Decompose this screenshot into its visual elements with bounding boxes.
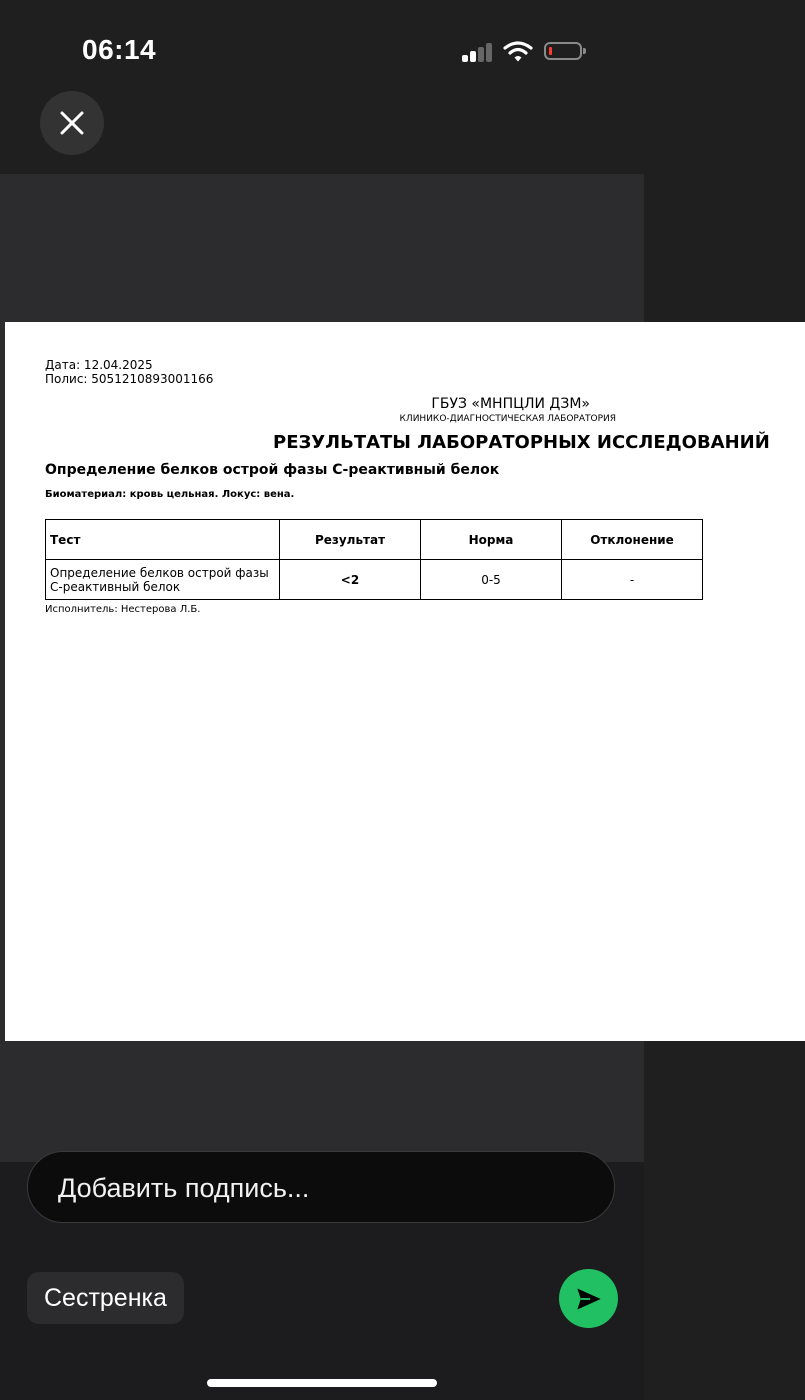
header-norm: Норма: [421, 520, 562, 560]
results-table-header: [46, 520, 703, 560]
document-meta: [45, 358, 213, 386]
document-title: РЕЗУЛЬТАТЫ ЛАБОРАТОРНЫХ ИССЛЕДОВАНИЙ: [273, 432, 770, 453]
send-icon: [575, 1285, 603, 1313]
document-date: Дата: 12.04.2025: [45, 358, 153, 372]
document-subtitle: Определение белков острой фазы С-реактивный белок: [45, 462, 500, 478]
status-bar: [0, 0, 644, 100]
header-result: Результат: [280, 520, 421, 560]
caption-field[interactable]: [27, 1151, 615, 1223]
lab-results-document: [5, 322, 805, 1041]
recipient-chip[interactable]: Сестренка: [27, 1272, 184, 1324]
header-test: Тест: [46, 520, 280, 560]
organization-subtitle: КЛИНИКО-ДИАГНОСТИЧЕСКАЯ ЛАБОРАТОРИЯ: [399, 414, 616, 424]
close-button[interactable]: [40, 91, 104, 155]
close-icon: [60, 111, 84, 135]
header-deviation: Отклонение: [562, 520, 703, 560]
document-policy: Полис: 5051210893001166: [45, 372, 214, 386]
wifi-icon: [503, 40, 533, 64]
image-preview[interactable]: [0, 174, 770, 1162]
home-indicator[interactable]: [207, 1379, 437, 1387]
cell-test: [46, 560, 280, 600]
biomaterial-line: Биоматериал: кровь цельная. Локус: вена.: [45, 489, 295, 500]
cellular-signal-icon: [462, 42, 494, 62]
cell-norm: 0-5: [421, 560, 562, 600]
caption-input[interactable]: [56, 1152, 590, 1224]
organization-name: ГБУЗ «МНПЦЛИ ДЗМ»: [431, 396, 590, 412]
cell-deviation: -: [562, 560, 703, 600]
send-button[interactable]: [559, 1269, 618, 1328]
results-table: [45, 519, 703, 600]
cell-result: <2: [280, 560, 421, 600]
cell-test-line2: С-реактивный белок: [50, 579, 181, 594]
battery-icon: [544, 42, 582, 60]
cell-test-line1: Определение белков острой фазы: [50, 565, 269, 580]
table-row: [46, 560, 703, 600]
performer-line: Исполнитель: Нестерова Л.Б.: [45, 604, 201, 615]
status-time: 06:14: [82, 34, 157, 65]
